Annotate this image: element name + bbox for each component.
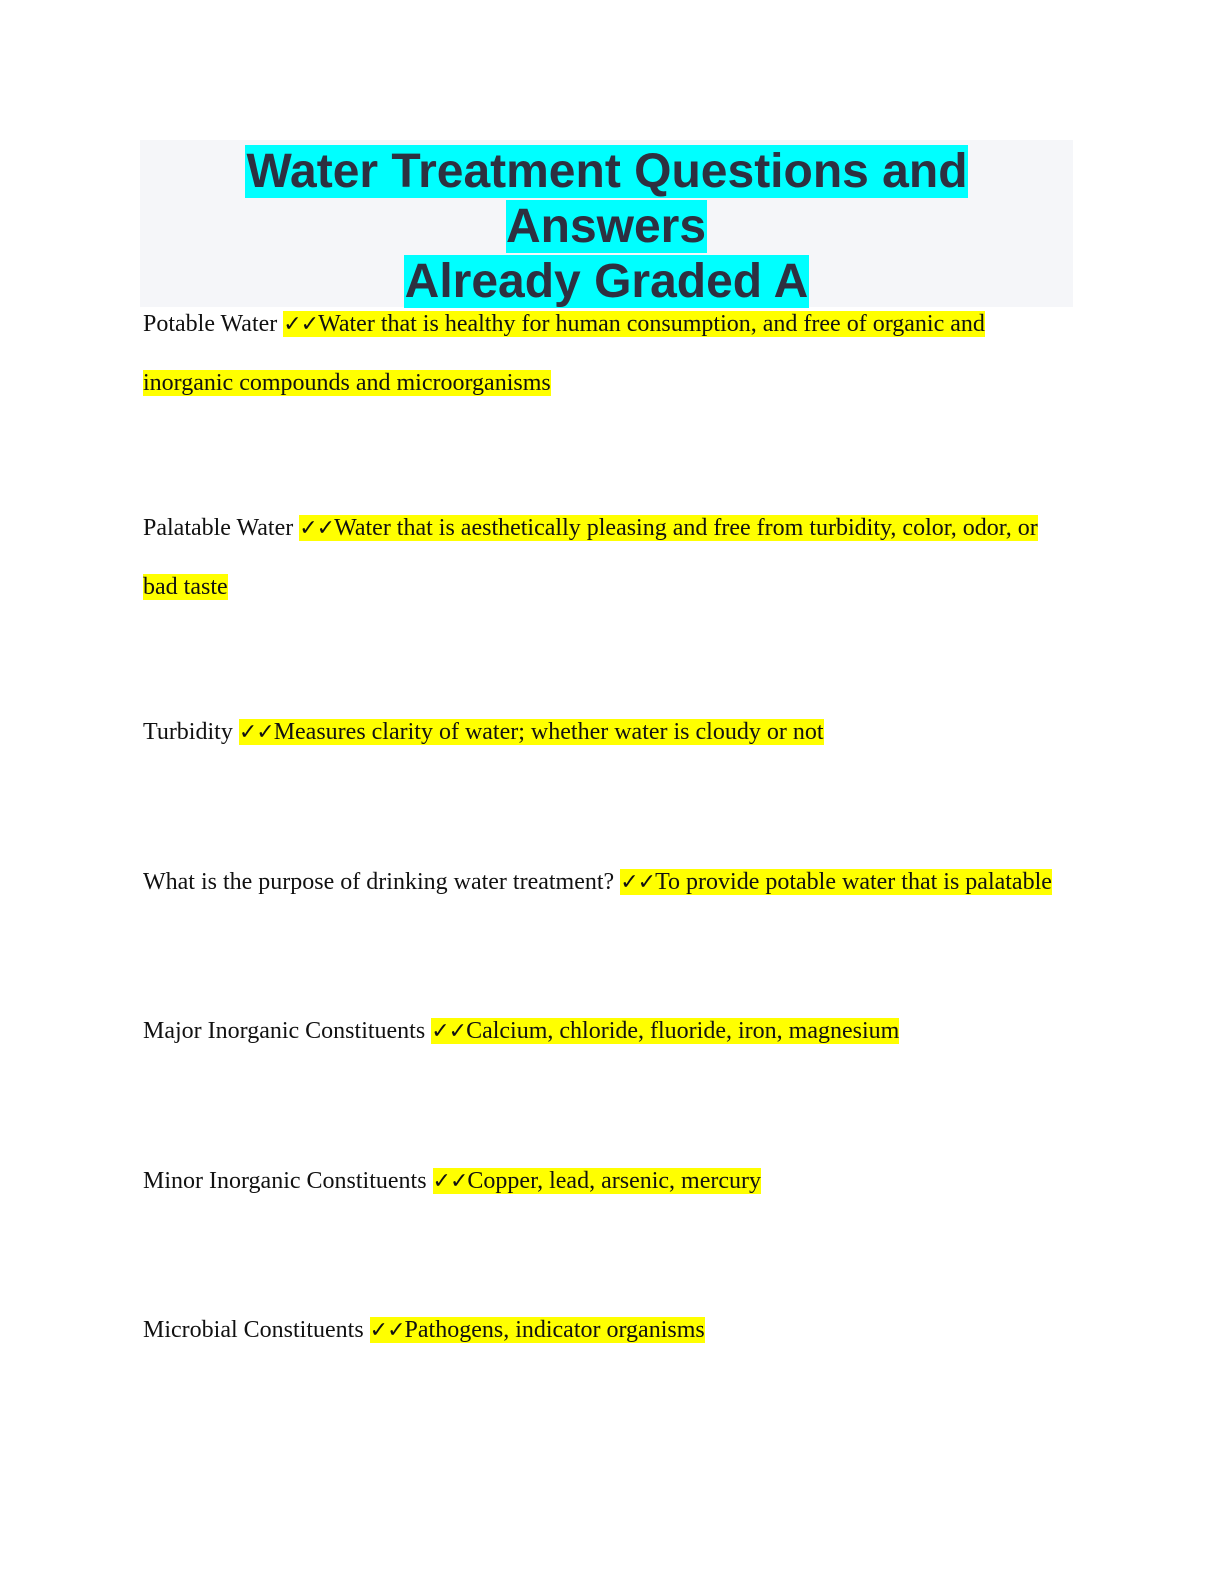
entry-term: What is the purpose of drinking water treatment? [143,869,615,895]
entry-term: Major Inorganic Constituents [143,1018,426,1044]
entry-term: Microbial Constituents [143,1317,364,1343]
double-check-icon: ✓✓ [369,1318,405,1343]
qa-entry-turbidity [143,703,1073,762]
entry-answer: ✓✓Calcium, chloride, fluoride, iron, magnesium [431,1018,900,1044]
double-check-icon: ✓✓ [283,312,319,337]
double-check-icon: ✓✓ [238,720,274,745]
double-check-icon: ✓✓ [620,870,656,895]
qa-entry-major-inorganic [143,1002,1073,1061]
qa-entry-microbial [143,1301,1073,1360]
double-check-icon: ✓✓ [299,516,335,541]
entry-term: Minor Inorganic Constituents [143,1168,427,1194]
entry-answer: ✓✓Water that is healthy for human consumption, and free of organic and inorganic compounds and microorganisms [143,311,985,396]
qa-entry-minor-inorganic [143,1152,1073,1211]
qa-entry-purpose [143,853,1073,912]
entry-answer: ✓✓Water that is aesthetically pleasing and free from turbidity, color, odor, or bad taste [143,515,1038,600]
entry-answer: ✓✓Measures clarity of water; whether water is cloudy or not [238,719,824,745]
double-check-icon: ✓✓ [432,1169,468,1194]
entry-answer: ✓✓Copper, lead, arsenic, mercury [432,1168,761,1194]
qa-entry-palatable-water [143,499,1073,617]
title-line-2: Already Graded A [404,255,809,308]
double-check-icon: ✓✓ [431,1019,467,1044]
document-title [140,140,1073,309]
entry-term: Palatable Water [143,515,294,541]
entry-term: Potable Water [143,311,278,337]
title-box [140,140,1073,307]
title-line-1: Water Treatment Questions and Answers [246,145,968,253]
entry-answer: ✓✓To provide potable water that is palatable [620,869,1052,895]
entry-answer: ✓✓Pathogens, indicator organisms [369,1317,705,1343]
qa-entry-potable-water [143,295,1073,413]
entry-term: Turbidity [143,719,233,745]
